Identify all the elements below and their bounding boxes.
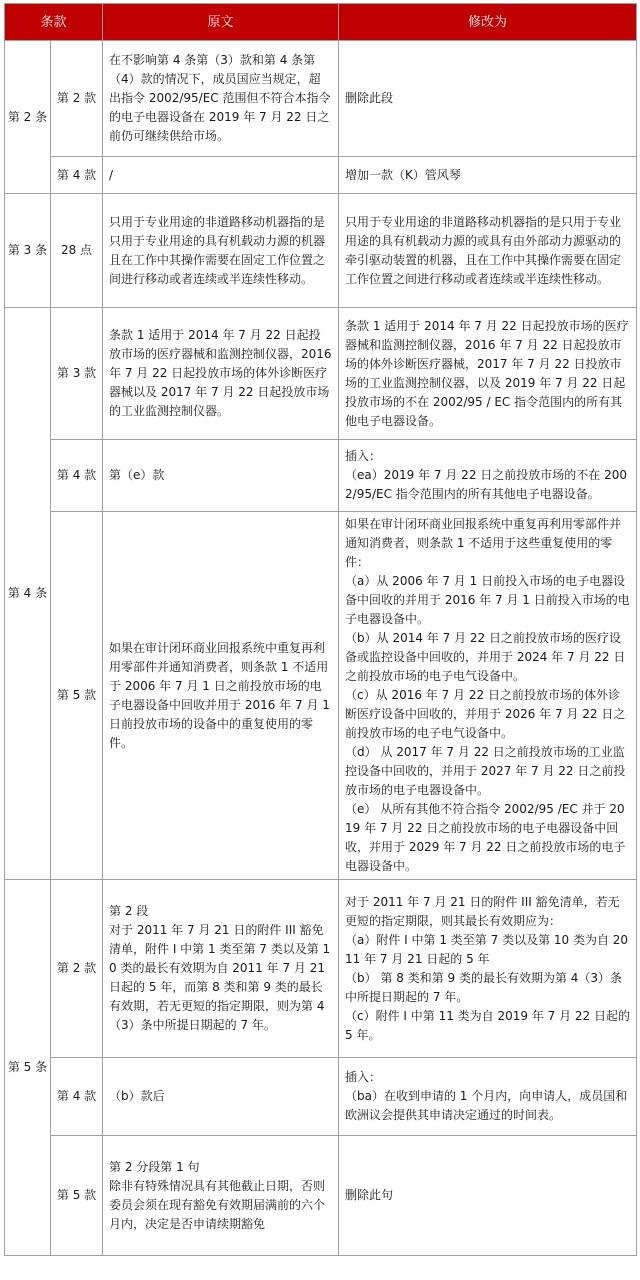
table-row — [5, 440, 637, 512]
table-row — [5, 880, 637, 1058]
amendment-comparison-table — [4, 3, 637, 1256]
amended-cell: 删除此段 — [339, 41, 637, 157]
table-header-row — [5, 4, 637, 41]
amended-cell: 插入： （ea）2019 年 7 月 22 日之前投放市场的不在 2002/95/EC 指令范围内的所有其他电子电器设备。 — [339, 440, 637, 512]
table-row — [5, 157, 637, 194]
original-cell: （b）款后 — [103, 1058, 339, 1136]
table-row — [5, 194, 637, 308]
original-cell: 在不影响第 4 条第（3）款和第 4 条第（4）款的情况下，成员国应当规定，超出指令 2002/95/EC 范围但不符合本指令的电子电器设备在 2019 年 7 月 22 日之前仍可继续供给市场。 — [103, 41, 339, 157]
subclause-cell: 第 4 款 — [51, 157, 103, 194]
subclause-cell: 第 5 款 — [51, 512, 103, 880]
subclause-cell: 28 点 — [51, 194, 103, 308]
subclause-cell: 第 3 款 — [51, 308, 103, 440]
amended-cell: 对于 2011 年 7 月 21 日的附件 III 豁免清单，若无更短的指定期限，则其最长有效期应为： （a）附件 I 中第 1 类至第 7 类以及第 10 类为自 2011 年 7 月 21 日起的 5 年 （b） 第 8 类和第 9 类的最长有效期为第 4（3）条中所提日期起的 7 年。 （c）附件 I 中第 11 类为自 2019 年 7 月 22 日起的 5 年。 — [339, 880, 637, 1058]
subclause-cell: 第 2 款 — [51, 41, 103, 157]
table-row — [5, 41, 637, 157]
original-cell: 条款 1 适用于 2014 年 7 月 22 日起投放市场的医疗器械和监测控制仪器，2016 年 7 月 22 日起投放市场的体外诊断医疗器械以及 2017 年 7 月 22 日起投放市场的工业监测控制仪器。 — [103, 308, 339, 440]
amended-cell: 条款 1 适用于 2014 年 7 月 22 日起投放市场的医疗器械和监测控制仪器，2016 年 7 月 22 日起投放市场的体外诊断医疗器械，2017 年 7 月 22 日投放市场的工业监测控制仪器，以及 2019 年 7 月 22 日起投放市场的不在 2002/95 / EC 指令范围内的所有其他电子电器设备。 — [339, 308, 637, 440]
original-cell: 第 2 段 对于 2011 年 7 月 21 日的附件 III 豁免清单，附件 I 中第 1 类至第 7 类以及第 10 类的最长有效期为自 2011 年 7 月 21 日起的 5 年，而第 8 类和第 9 类的最长有效期，若无更短的指定期限，则为第 4（3）条中所提日期起的 7 年。 — [103, 880, 339, 1058]
original-cell: 如果在审计闭环商业回报系统中重复再利用零部件并通知消费者，则条款 1 不适用于 2006 年 7 月 1 日之前投放市场的电子电器设备中回收并用于 2016 年 7 月 1 日前投放市场的设备中的重复使用的零件。 — [103, 512, 339, 880]
amended-cell: 增加一款（K）管风琴 — [339, 157, 637, 194]
header-amended: 修改为 — [339, 4, 637, 41]
subclause-cell: 第 5 款 — [51, 1136, 103, 1256]
subclause-cell: 第 2 款 — [51, 880, 103, 1058]
subclause-cell: 第 4 款 — [51, 440, 103, 512]
amended-cell: 删除此句 — [339, 1136, 637, 1256]
subclause-cell: 第 4 款 — [51, 1058, 103, 1136]
amended-cell: 只用于专业用途的非道路移动机器指的是只用于专业用途的具有机载动力源的或具有由外部动力源驱动的牵引驱动装置的机器，且在工作中其操作需要在固定工作位置之间进行移动或者连续或半连续性移动。 — [339, 194, 637, 308]
table-row — [5, 1058, 637, 1136]
original-cell: 第（e）款 — [103, 440, 339, 512]
article-cell: 第 3 条 — [5, 194, 51, 308]
article-cell: 第 4 条 — [5, 308, 51, 880]
table-row — [5, 308, 637, 440]
table-row — [5, 1136, 637, 1256]
article-cell: 第 2 条 — [5, 41, 51, 194]
table-row — [5, 512, 637, 880]
amended-cell: 插入： （ba）在收到申请的 1 个月内，向申请人，成员国和欧洲议会提供其申请决定通过的时间表。 — [339, 1058, 637, 1136]
article-cell: 第 5 条 — [5, 880, 51, 1256]
header-original: 原文 — [103, 4, 339, 41]
amended-cell: 如果在审计闭环商业回报系统中重复再利用零部件并通知消费者，则条款 1 不适用于这些重复使用的零件： （a）从 2006 年 7 月 1 日前投入市场的电子电器设备中回收的并用于 2016 年 7 月 1 日前投入市场的电子电器设备中。 （b）从 2014 年 7 月 22 日之前投放市场的医疗设备或监控设备中回收的，并用于 2024 年 7 月 22 日之前投放市场的电子电气设备中。 （c）从 2016 年 7 月 22 日之前投放市场的体外诊断医疗设备中回收的，并用于 2026 年 7 月 22 日之前投放市场的电子电气设备中。 （d） 从 2017 年 7 月 22 日之前投放市场的工业监控设备中回收的，并用于 2027 年 7 月 22 日之前投放市场的电子电器设备中。 （e） 从所有其他不符合指令 2002/95 /EC 并于 2019 年 7 月 22 日之前投放市场的电子电器设备中回收，并用于 2029 年 7 月 22 日之前投放市场的电子电器设备中。 — [339, 512, 637, 880]
original-cell: / — [103, 157, 339, 194]
header-clause: 条款 — [5, 4, 103, 41]
original-cell: 只用于专业用途的非道路移动机器指的是只用于专业用途的具有机载动力源的机器且在工作中其操作需要在固定工作位置之间进行移动或者连续或半连续性移动。 — [103, 194, 339, 308]
original-cell: 第 2 分段第 1 句 除非有特殊情况具有其他截止日期，否则委员会须在现有豁免有效期届满前的六个月内，决定是否申请续期豁免 — [103, 1136, 339, 1256]
